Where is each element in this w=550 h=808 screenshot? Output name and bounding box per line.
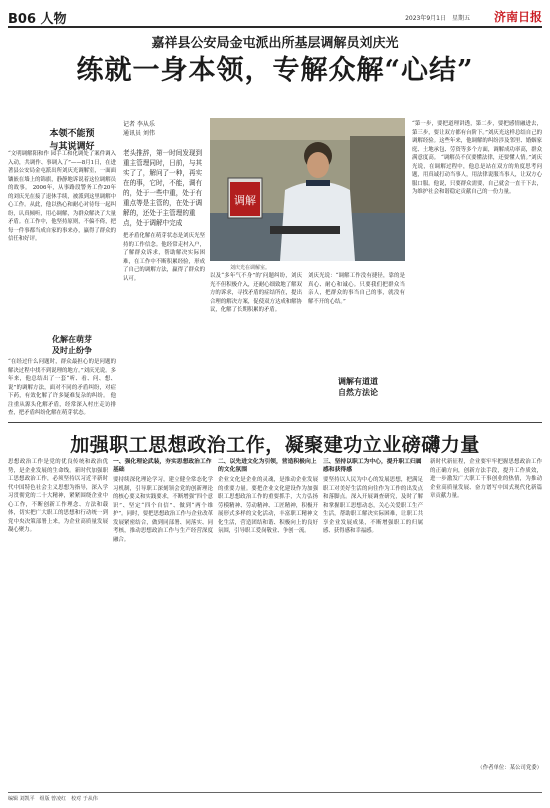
article-headline: 练就一身本领，专解众解“心结” — [76, 55, 474, 86]
left-section-title: 本领不能预 与其说调好 — [49, 129, 95, 152]
article2-subhead-1: 一、强化理论武装，夯实思想政治工作基础 — [113, 459, 212, 473]
article2-col-3: 企业文化是企业的灵魂，是推动企业发展的重要力量。要把企业文化建设作为加强职工思想政治工作的重要抓手，大力弘扬劳模精神、劳动精神、工匠精神，积极开展形式多样的文化活动，丰富职工精神文化生活，营造团结和谐、积极向上的良好氛围，引导职工爱岗敬业、争创一流。 — [218, 477, 318, 534]
section-divider — [8, 422, 542, 423]
article2-col-1: 思想政治工作是党的优良传统和政治优势，是企业发展的生命线。新时代加强职工思想政治工作，必须坚持以习近平新时代中国特色社会主义思想为指导，深入学习贯彻党的二十大精神，紧紧围绕企业中心工作，不断创新工作理念、方法和载体，切实把广大职工的思想和行动统一到党中央决策部署上来，为企业高质量发展凝心聚力。 — [8, 459, 108, 533]
photo-illustration — [210, 118, 405, 261]
article2-subhead-2: 二、以先进文化为引领，营造积极向上的文化氛围 — [218, 459, 317, 473]
pull-quote: 老头推辞，第一时间发现到重主管理同时，日前，与其实了了，解问了一种，再实在的事，它时，不能，调有的，处于一些中重，处于有重点等是主管的，在处于调解的，还处于主管理的重点，处于调解中完成 — [123, 149, 203, 227]
article2-col-4: 要坚持以人民为中心的发展思想，把满足职工对美好生活的向往作为工作的出发点和落脚点。深入开展调查研究，及时了解和掌握职工思想动态，关心关爱职工生产生活，帮助职工解决实际困难，让职工共享企业发展成果，不断增强职工的归属感、获得感和幸福感。 — [323, 477, 423, 534]
newspaper-brand: 济南日报 — [493, 10, 542, 24]
article-col-3: 把矛盾化解在萌芽状态是刘庆光坚持的工作信念。他经常走村入户，了解群众诉求，帮助解决实际困难，在工作中不断积累经验，形成了自己的调解方法，赢得了群众的认可。 — [123, 233, 205, 282]
subhead-2: 调解有道道 自然方法论 — [338, 376, 378, 397]
page-header — [8, 8, 542, 28]
sign-label: 调解 — [234, 194, 256, 207]
article-col-4: 以及“多年气不身”的‘问题纠纷，刘庆光不但积极介入，还耐心细致地了解双方的诉求，寻找矛盾的症结所在，提出合理的解决方案，促使双方达成和解协议，化解了长期积累的矛盾。 — [210, 273, 302, 313]
article2-col-5: 新时代新征程，企业要牢牢把握思想政治工作的正确方向，创新方法手段，提升工作质效，进一步激发广大职工干事创业的热情，为推动企业高质量发展、奋力谱写中国式现代化新篇章贡献力量。 — [430, 459, 542, 499]
article-col-2: “在经过什么问题时，群众最担心的是问题的解决过程中找不到说理的地方。”刘庆光说。多年来，他总结出了一套“听、看、问、想、说”的调解方法，面对不同的矛盾纠纷，对症下药，有效化解了许多疑难复杂的纠纷。 他注重从源头化解矛盾，经常深入村庄走访排查，把矛盾纠纷化解在萌芽状态。 — [8, 359, 116, 416]
issue-date: 2023年9月1日 星期五 — [405, 15, 470, 22]
page-section-label: B06 人物 — [8, 12, 67, 27]
article2-headline: 加强职工思想政治工作，凝聚建功立业磅礴力量 — [70, 434, 480, 456]
article-col-5: 刘庆光说：“调解工作没有捷径，靠的是真心、耐心和诚心。只要我们把群众当亲人，把群众的事当自己的事，就没有解不开的心结。” — [308, 273, 405, 305]
subhead-1: 化解在萌芽 及时止纷争 — [52, 334, 92, 355]
article-kicker: 嘉祥县公安局金屯派出所基层调解员刘庆光 — [151, 36, 399, 51]
article-col-6: “第一步，要把道理讲透，第二步，要把感情融进去，第三步，要让双方都有台阶下。”刘庆光这样总结自己的调解经验。这些年来，他调解的纠纷涉及邻里、婚姻家庭、土地承包、劳资等多个方面，调解成功率高，群众满意度高。 “调解员不仅要懂法律，还要懂人情。”刘庆光说，在调解过程中，他总是站在双方的角度思考问题，用真诚打动当事人，用法律说服当事人，让双方心服口服。他说，只要群众需要，自己就会一直干下去，为维护社会和谐稳定贡献自己的一份力量。 — [412, 121, 542, 195]
journalist-credit: 记者 李从乐 通讯员 刘伟 — [123, 121, 155, 137]
article-col-1: “文明调解阳和作 园手工和化调处了案件调入入动，共调作、事调入了”——8月1日，在进著县公安局金屯派出所刘庆光调解室，一面面镶嵌在墙上的锦旗，静静地诉说着这位调解员的故事。 2006年，从事路段警务工作20年的刘庆光在接了退休手续，被派到这里调解中心工作。从此，他以热心和耐心对待每一起纠纷，认真倾听，用心调解，为群众解决了大量矛盾。在工作中，他坚持原则，不偏不倚，把每一件事都当成自家的事来办，赢得了群众的信任和好评。 — [8, 151, 116, 242]
article2-subhead-3: 三、坚持以职工为中心，提升职工归属感和获得感 — [323, 459, 422, 473]
page-footer: 编辑 刘凯平 组版 曾凌红 校对 于从伟 — [8, 792, 542, 802]
article2-byline: （作者单位：某公司党委） — [477, 765, 542, 771]
photo-caption: 刘庆光在调解室。 — [230, 265, 271, 271]
article2-col-2: 要持续深化理论学习，建立健全常态化学习机制，引导职工深刻领会党的创新理论的核心要义和实践要求，不断增强“四个意识”、坚定“四个自信”、做到“两个维护”。同时，要把思想政治工作与企业改革发展紧密结合，做到同部署、同落实、同考核，推动思想政治工作与生产经营深度融合。 — [113, 477, 213, 543]
article-photo — [210, 118, 405, 261]
